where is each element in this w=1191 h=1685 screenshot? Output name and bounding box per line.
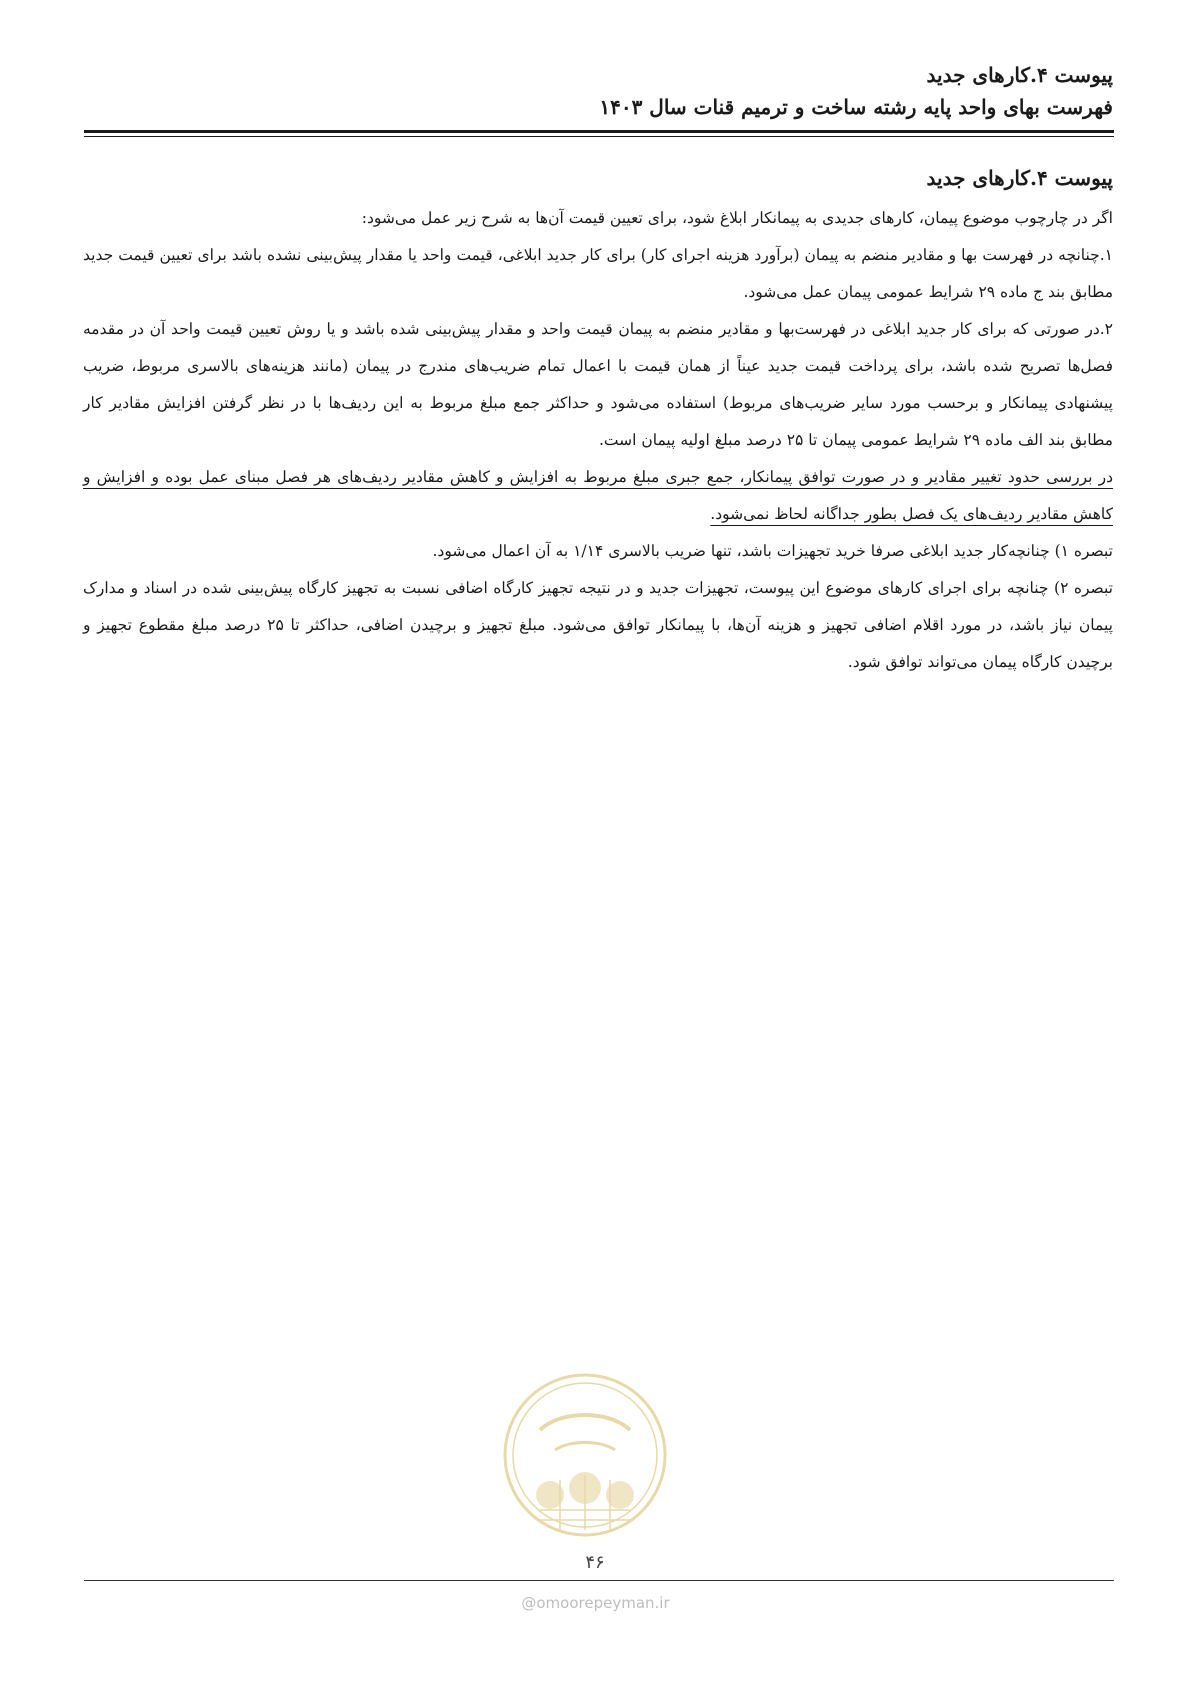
watermark-url: @omoorepeyman.ir [521, 1594, 670, 1612]
body-text [83, 200, 1113, 681]
paragraph-underlined-note: در بررسی حدود تغییر مقادیر و در صورت توافق پیمانکار، جمع جبری مبلغ مربوط به افزایش و کاهش مقادیر ردیف‌های هر فصل مبنای عمل بوده و افزایش و کاهش مقادیر ردیف‌های یک فصل بطور جداگانه لحاظ نمی‌شود. [83, 468, 1113, 523]
header-rule-thin [84, 136, 1114, 137]
page-number: ۴۶ [585, 1552, 605, 1573]
paragraph-item-1: ۱.چنانچه در فهرست بها و مقادیر منضم به پیمان (برآورد هزینه اجرای کار) برای کار جدید ابلاغی، قیمت واحد یا مقدار پیش‌بینی نشده باشد برای تعیین قیمت جدید مطابق بند ج ماده ۲۹ شرایط عمومی پیمان عمل می‌شود. [83, 246, 1113, 301]
header-line-1: پیوست ۴.کارهای جدید [926, 63, 1113, 87]
paragraph-note-1: تبصره ۱) چنانچه‌کار جدید ابلاغی صرفا خرید تجهیزات باشد، تنها ضریب بالاسری ۱/۱۴ به آن اعمال می‌شود. [432, 542, 1113, 560]
footer-rule [84, 1580, 1114, 1581]
paragraph-intro: اگر در چارچوب موضوع پیمان، کارهای جدیدی به پیمانکار ابلاغ شود، برای تعیین قیمت آن‌ها به شرح زیر عمل می‌شود: [361, 209, 1113, 227]
paragraph-item-2: ۲.در صورتی که برای کار جدید ابلاغی در فهرست‌بها و مقادیر منضم به پیمان قیمت واحد و مقدار پیش‌بینی شده باشد و یا روش تعیین قیمت واحد آن در مقدمه فصل‌ها تصریح شده باشد، برای پرداخت قیمت جدید عیناً از همان قیمت با اعمال تمام ضریب‌های مندرج در پیمان (مانند هزینه‌های بالاسری مربوط، ضریب پیشنهادی پیمانکار و برحسب مورد سایر ضریب‌های مربوط) استفاده می‌شود و حداکثر جمع مبلغ مربوط به این ردیف‌ها با در نظر گرفتن افزایش مقادیر کار مطابق بند الف ماده ۲۹ شرایط عمومی پیمان تا ۲۵ درصد مبلغ اولیه پیمان است. [83, 320, 1113, 449]
paragraph-note-2: تبصره ۲) چنانچه برای اجرای کارهای موضوع این پیوست، تجهیزات جدید و در نتیجه تجهیز کارگاه اضافی نسبت به تجهیز کارگاه پیش‌بینی شده در اسناد و مدارک پیمان نیاز باشد، در مورد اقلام اضافی تجهیز و هزینه آن‌ها، با پیمانکار توافق می‌شود. مبلغ تجهیز و برچیدن اضافی، حداکثر تا ۲۵ درصد مبلغ مقطوع تجهیز و برچیدن کارگاه پیمان می‌تواند توافق شود. [83, 579, 1113, 671]
page-header [83, 60, 1113, 124]
watermark-seal-icon [500, 1370, 670, 1540]
header-rule-thick [84, 130, 1114, 133]
header-line-2: فهرست بهای واحد پایه رشته ساخت و ترمیم قنات سال ۱۴۰۳ [599, 95, 1113, 119]
section-title: پیوست ۴.کارهای جدید [926, 166, 1113, 190]
